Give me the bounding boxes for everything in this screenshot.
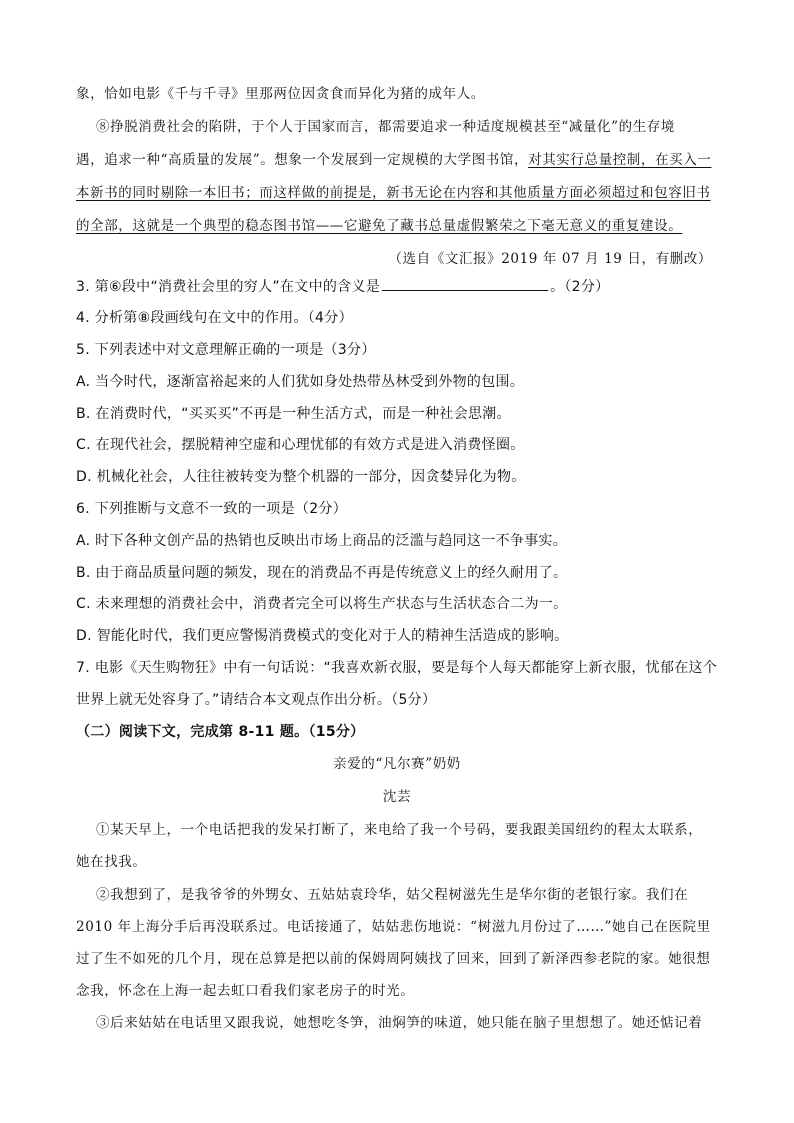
underlined-sentence-part-2: 本新书的同时剔除一本旧书；而这样做的前提是，新书无论在内容和其他质量方面必须超过和包容旧书 bbox=[76, 185, 711, 201]
question-5-option-c: C. 在现代社会，摆脱精神空虚和心理忧郁的有效方式是进入消费怪圈。 bbox=[76, 437, 525, 453]
article-paragraph-3-line-1: ③后来姑姑在电话里又跟我说，她想吃冬笋，油焖笋的味道，她只能在脑子里想想了。她还惦记着 bbox=[96, 1015, 703, 1031]
question-6-option-c: C. 未来理想的消费社会中，消费者完全可以将生产状态与生活状态合二为一。 bbox=[76, 596, 568, 612]
question-3 bbox=[76, 276, 610, 296]
source-citation: （选自《文汇报》2019 年 07 月 19 日，有删改） bbox=[388, 251, 712, 267]
underlined-sentence-part-1: 对其实行总量控制，在买入一 bbox=[528, 152, 712, 168]
section-2-heading: （二）阅读下文，完成第 8-11 题。（15分） bbox=[76, 724, 365, 740]
question-6-option-d: D. 智能化时代，我们更应警惕消费模式的变化对于人的精神生活造成的影响。 bbox=[76, 628, 569, 644]
paragraph-8-line-2a: 遇，追求一种“高质量的发展”。想象一个发展到一定规模的大学图书馆， bbox=[76, 152, 529, 168]
question-5-option-d: D. 机械化社会，人往往被转变为整个机器的一部分，因贪婪异化为物。 bbox=[76, 469, 526, 485]
article-paragraph-1-line-2: 她在找我。 bbox=[76, 854, 147, 870]
article-title: 亲爱的“凡尔赛”奶奶 bbox=[333, 756, 461, 772]
question-7-line-2: 世界上就无处容身了。”请结合本文观点作出分析。（5分） bbox=[76, 692, 437, 708]
article-paragraph-1-line-1: ①某天早上，一个电话把我的发呆打断了，来电给了我一个号码，要我跟美国纽约的程太太联系， bbox=[96, 822, 703, 838]
article-paragraph-2-line-1: ②我想到了，是我爷爷的外甥女、五姑姑袁玲华，姑父程树滋先生是华尔街的老银行家。我们在 bbox=[96, 887, 689, 903]
article-paragraph-2-line-2: 2010 年上海分手后再没联系过。电话接通了，姑姑悲伤地说：“树滋九月份过了……”她自己在医院里 bbox=[76, 919, 711, 935]
answer-blank[interactable] bbox=[382, 276, 548, 291]
question-7-line-1: 7. 电影《天生购物狂》中有一句话说：“我喜欢新衣服，要是每个人每天都能穿上新衣服，忧郁在这个 bbox=[76, 660, 718, 676]
article-paragraph-2-line-3: 过了生不如死的几个月，现在总算是把以前的保姆周阿姨找了回来，回到了新泽西参老院的家。她很想 bbox=[76, 951, 711, 967]
question-6-option-b: B. 由于商品质量问题的频发，现在的消费品不再是传统意义上的经久耐用了。 bbox=[76, 565, 568, 581]
question-3-text: 3. 第⑥段中“消费社会里的穷人”在文中的含义是 bbox=[76, 279, 381, 295]
question-6: 6. 下列推断与文意不一致的一项是（2分） bbox=[76, 501, 348, 517]
essay-line-continuation: 象，恰如电影《千与千寻》里那两位因贪食而异化为猪的成年人。 bbox=[76, 86, 485, 102]
article-paragraph-2-line-4: 念我，怀念在上海一起去虹口看我们家老房子的时光。 bbox=[76, 983, 415, 999]
question-5-option-a: A. 当今时代，逐渐富裕起来的人们犹如身处热带丛林受到外物的包围。 bbox=[76, 374, 525, 390]
question-6-option-a: A. 时下各种文创产品的热销也反映出市场上商品的泛滥与趋同这一不争事实。 bbox=[76, 533, 568, 549]
article-author: 沈芸 bbox=[382, 789, 412, 805]
question-5: 5. 下列表述中对文意理解正确的一项是（3分） bbox=[76, 342, 376, 358]
question-4: 4. 分析第⑧段画线句在文中的作用。（4分） bbox=[76, 310, 353, 326]
paragraph-8-line-2 bbox=[76, 148, 711, 168]
underlined-sentence-part-3: 的全部，这就是一个典型的稳态图书馆——它避免了藏书总量虚假繁荣之下毫无意义的重复建设。 bbox=[76, 218, 683, 234]
question-3-points: 。（2分） bbox=[550, 279, 610, 295]
question-5-option-b: B. 在消费时代，“买买买”不再是一种生活方式，而是一种社会思潮。 bbox=[76, 406, 511, 422]
paragraph-8-line-1: ⑧挣脱消费社会的陷阱，于个人于国家而言，都需要追求一种适度规模甚至“减量化”的生存境 bbox=[96, 119, 676, 135]
